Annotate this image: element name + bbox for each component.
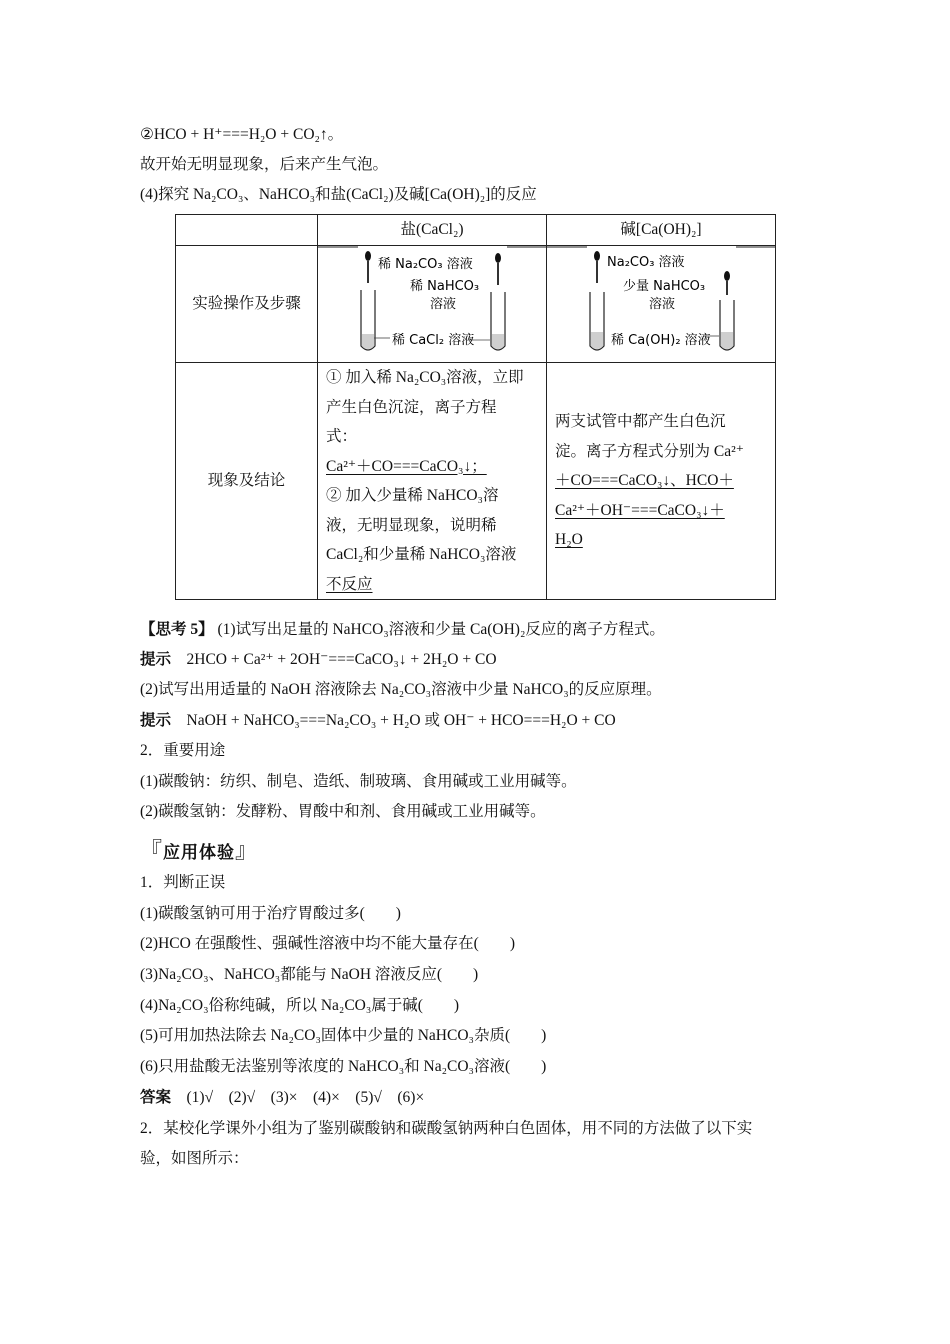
judge-item-4: (4)Na₂CO₃俗称纯碱，所以 Na₂CO₃属于碱( )	[140, 997, 460, 1014]
think5-answer-1	[140, 649, 497, 671]
header-base: 碱[Ca(OH)₂]	[547, 215, 776, 246]
row-label-result: 现象及结论	[176, 363, 318, 600]
item-4-heading: (4)探究 Na₂CO₃、NaHCO₃和盐(CaCl₂)及碱[Ca(OH)₂]的反应	[140, 186, 537, 203]
salt-line-3: 式：	[326, 428, 358, 445]
think5-a1-text: 2HCO + Ca²⁺ + 2OH⁻===CaCO₃↓ + 2H₂O + CO	[186, 651, 497, 668]
apply-q1-title: 1．判断正误	[140, 874, 226, 891]
base-line-3: ＋CO===CaCO₃↓、HCO＋	[555, 472, 734, 490]
diag1-label-1: 稀 Na₂CO₃ 溶液	[378, 256, 473, 272]
header-salt: 盐(CaCl₂)	[318, 215, 547, 246]
hint-label-1: 提示	[140, 651, 172, 668]
think5-question-1	[140, 619, 665, 641]
answer-label: 答案	[140, 1089, 172, 1106]
equation-2: ②HCO + H⁺===H₂O + CO₂↑。	[140, 126, 344, 143]
think5-question-2: (2)试写出用适量的 NaOH 溶液除去 Na₂CO₃溶液中少量 NaHCO₃的反应原理。	[140, 681, 662, 698]
salt-result-cell	[318, 363, 547, 600]
row-label-procedure: 实验操作及步骤	[176, 245, 318, 363]
diag2-label-2: 少量 NaHCO₃	[623, 278, 706, 294]
salt-line-5: ② 加入少量稀 NaHCO₃溶	[326, 487, 499, 504]
base-line-5: H₂O	[555, 531, 583, 549]
diag2-label-3: 溶液	[649, 296, 676, 312]
reaction-table	[175, 214, 776, 600]
diag2-label-1: Na₂CO₃ 溶液	[607, 254, 685, 270]
diag2-label-4: 稀 Ca(OH)₂ 溶液	[611, 332, 711, 348]
apply-q2-line-1: 2．某校化学课外小组为了鉴别碳酸钠和碳酸氢钠两种白色固体，用不同的方法做了以下实	[140, 1120, 753, 1137]
apply-q2-line-2: 验，如图所示：	[140, 1150, 249, 1167]
think5-a2-text: NaOH + NaHCO₃===Na₂CO₃ + H₂O 或 OH⁻ + HCO===H₂O + CO	[186, 712, 616, 729]
apply-title-text: 应用体验	[163, 843, 236, 863]
uses-item-1: (1)碳酸钠：纺织、制皂、造纸、制玻璃、食用碱或工业用碱等。	[140, 773, 577, 790]
observation-note: 故开始无明显现象，后来产生气泡。	[140, 156, 389, 173]
think5-answer-2	[140, 710, 616, 732]
base-result-cell	[547, 363, 776, 600]
base-line-2: 淀。离子方程式分别为 Ca²⁺	[555, 442, 744, 460]
base-apparatus-diagram	[547, 245, 776, 363]
diag1-label-3: 溶液	[430, 296, 457, 312]
salt-line-1: ① 加入稀 Na₂CO₃溶液，立即	[326, 369, 524, 386]
judge-item-1: (1)碳酸氢钠可用于治疗胃酸过多( )	[140, 905, 401, 922]
uses-title: 2．重要用途	[140, 742, 226, 759]
hint-label-2: 提示	[140, 712, 172, 729]
apply-section-title: 『应用体验』	[140, 839, 259, 864]
salt-line-7: CaCl₂和少量稀 NaHCO₃溶液	[326, 546, 517, 563]
salt-line-6: 液，无明显现象，说明稀	[326, 516, 497, 534]
diag1-label-4: 稀 CaCl₂ 溶液	[392, 332, 475, 348]
judge-item-5: (5)可用加热法除去 Na₂CO₃固体中少量的 NaHCO₃杂质( )	[140, 1027, 547, 1044]
base-line-1: 两支试管中都产生白色沉	[555, 413, 726, 431]
answer-text: (1)√ (2)√ (3)× (4)× (5)√ (6)×	[186, 1089, 425, 1106]
judge-item-6: (6)只用盐酸无法鉴别等浓度的 NaHCO₃和 Na₂CO₃溶液( )	[140, 1058, 547, 1075]
salt-line-2: 产生白色沉淀，离子方程	[326, 398, 497, 416]
test-tube-diagram-salt	[318, 246, 547, 352]
think5-tag: 【思考 5】	[140, 621, 214, 638]
table-corner	[176, 215, 318, 246]
salt-apparatus-diagram	[318, 245, 547, 363]
diag1-label-2: 稀 NaHCO₃	[410, 278, 480, 294]
answer-line	[140, 1087, 424, 1109]
base-line-4: Ca²⁺＋OH⁻===CaCO₃↓＋	[555, 501, 725, 519]
judge-item-3: (3)Na₂CO₃、NaHCO₃都能与 NaOH 溶液反应( )	[140, 966, 479, 983]
think5-q1-text: (1)试写出足量的 NaHCO₃溶液和少量 Ca(OH)₂反应的离子方程式。	[217, 621, 665, 638]
salt-line-8: 不反应	[326, 575, 373, 593]
test-tube-diagram-base	[547, 246, 776, 352]
salt-line-4: Ca²⁺＋CO===CaCO₃↓；	[326, 457, 487, 475]
judge-item-2: (2)HCO 在强酸性、强碱性溶液中均不能大量存在( )	[140, 935, 515, 952]
uses-item-2: (2)碳酸氢钠：发酵粉、胃酸中和剂、食用碱或工业用碱等。	[140, 803, 546, 820]
